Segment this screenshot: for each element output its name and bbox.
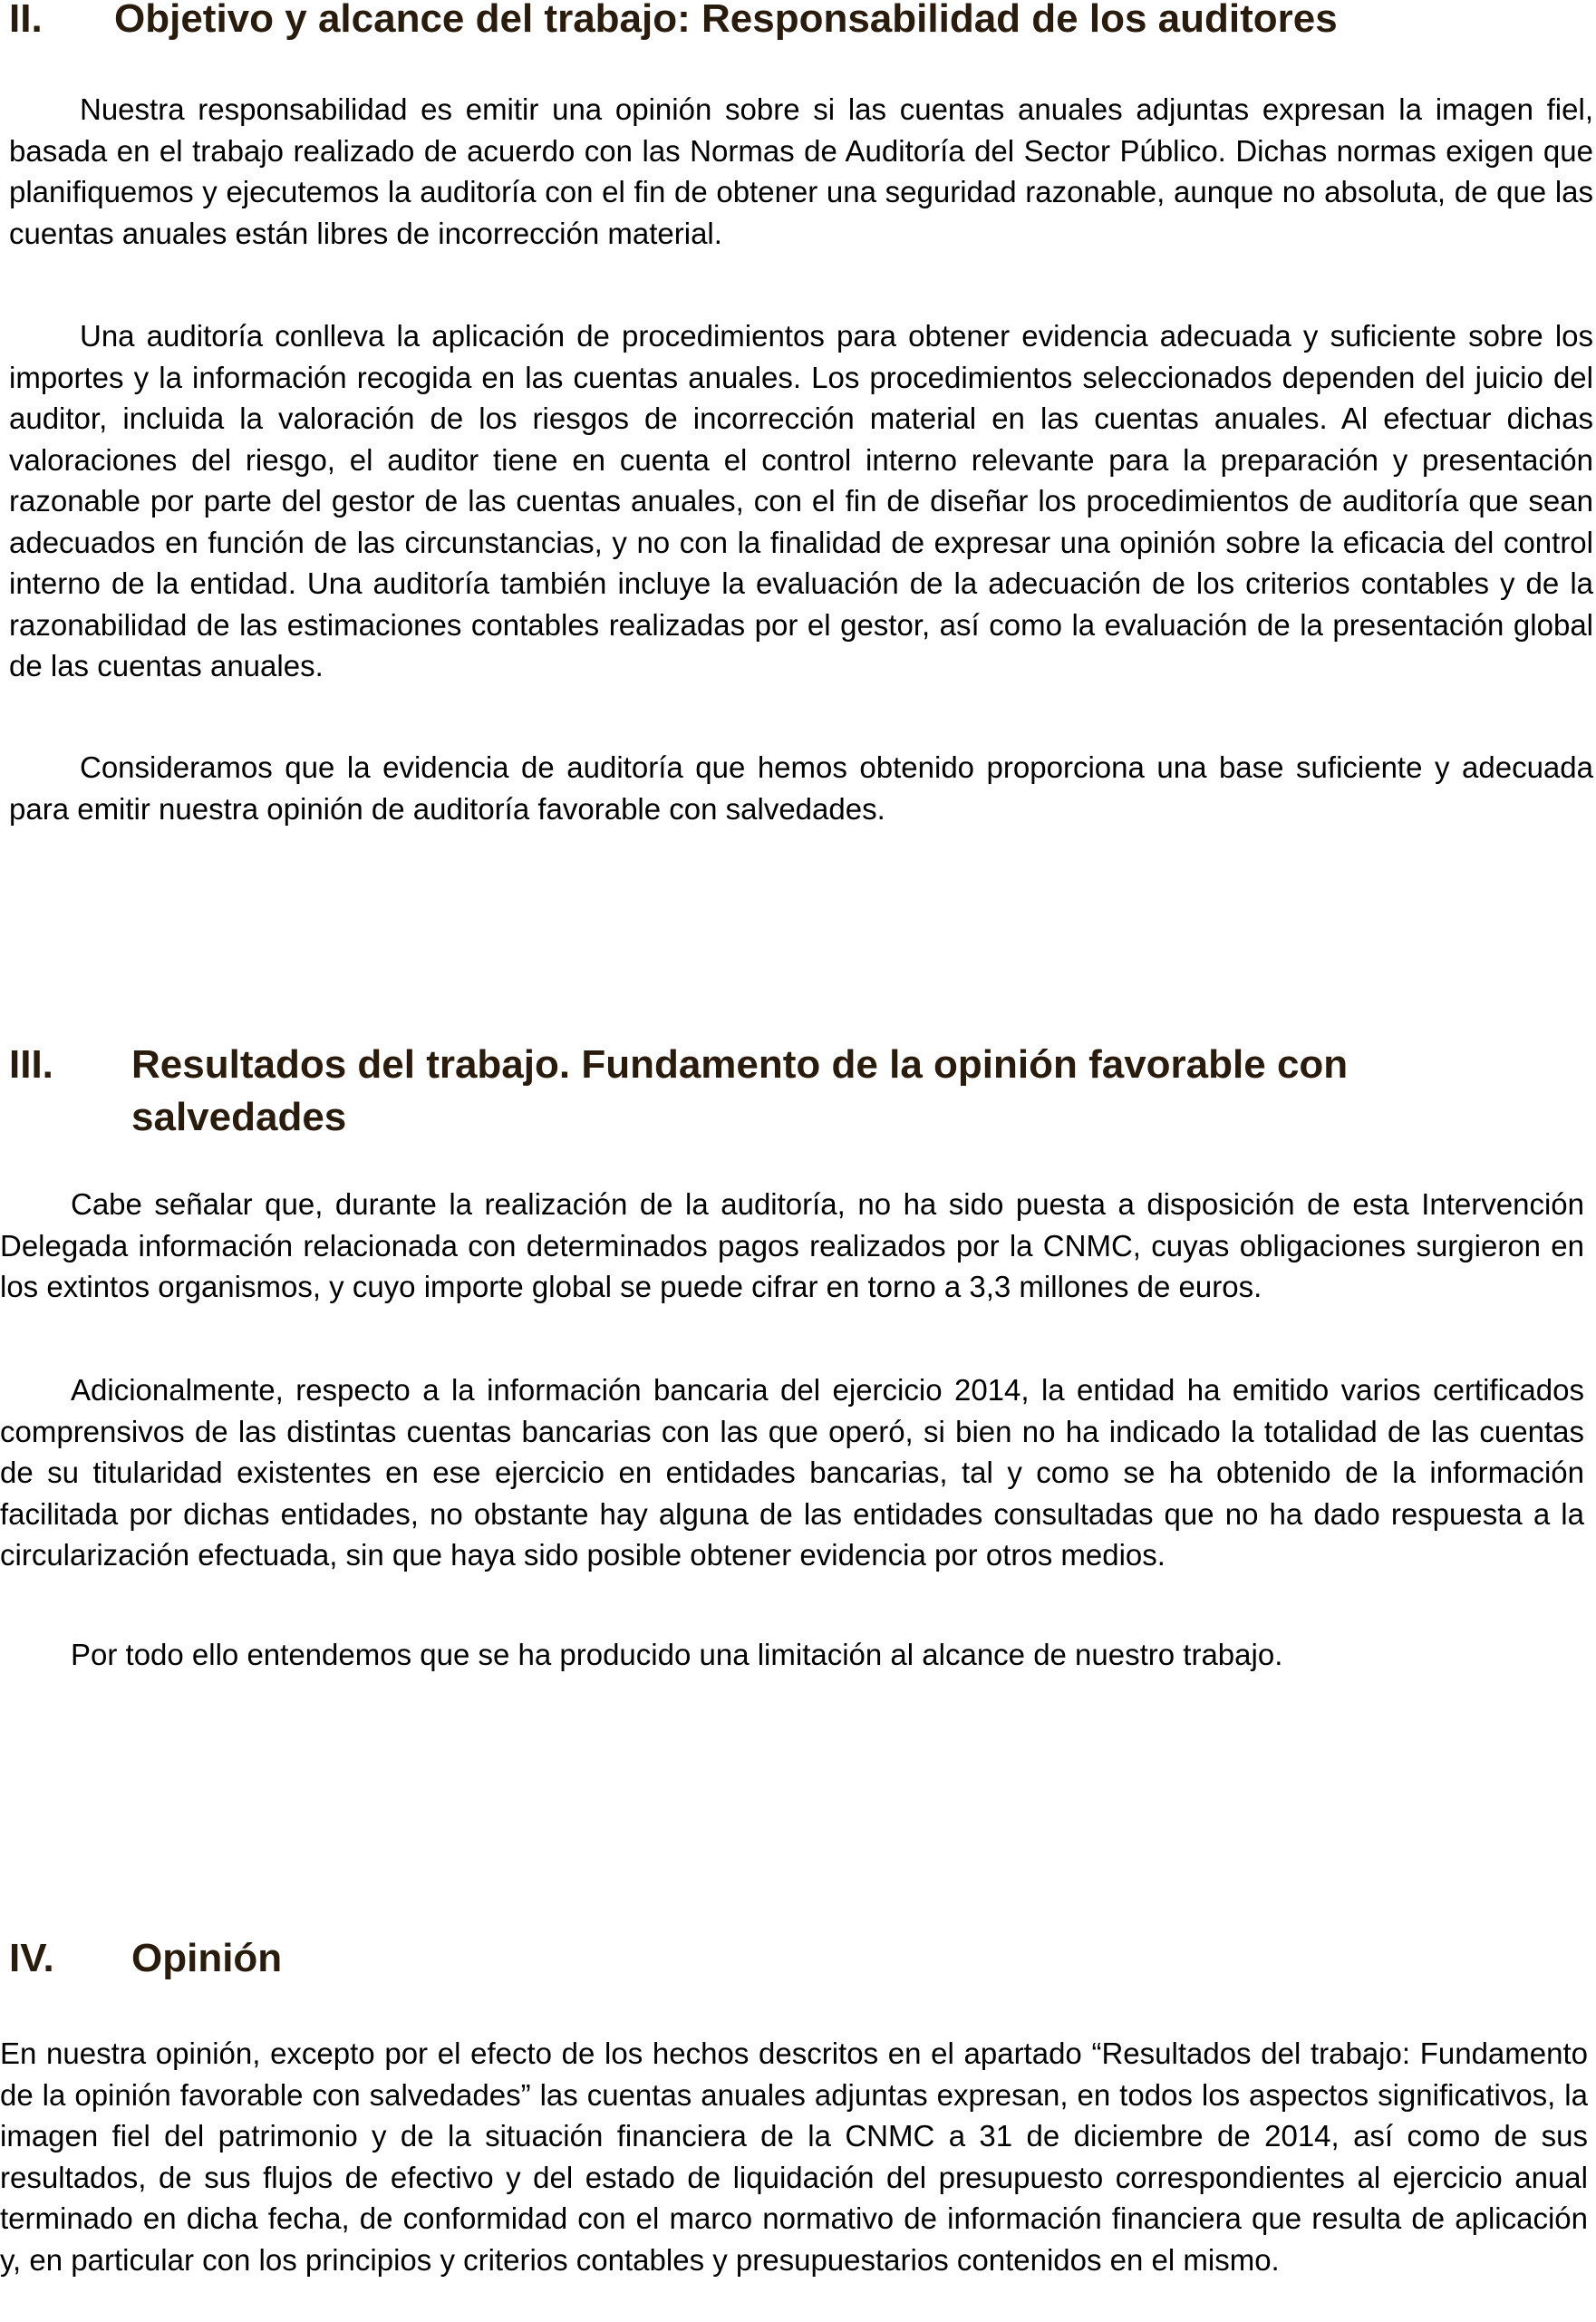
- section-title: Opinión: [131, 1936, 283, 1980]
- section-heading-opinion: [9, 1932, 1586, 1985]
- paragraph: Cabe señalar que, durante la realización de la auditoría, no ha sido puesta a disposición de esta Intervención Delegada información relacionada con determinados pagos realizados por la CNMC, cuyas obligaciones surgieron en los extintos organismos, y cuyo importe global se puede cifrar en torno a 3,3 millones de euros.: [0, 1187, 1584, 1303]
- section-number: III.: [9, 1042, 53, 1087]
- paragraph: En nuestra opinión, excepto por el efecto de los hechos descritos en el apartado “Resultados del trabajo: Fundamento de la opinión favorable con salvedades” las cuentas anuales adjuntas expresan, en todos los aspectos significativos, la imagen fiel del patrimonio y de la situación financiera de la CNMC a 31 de diciembre de 2014, así como de sus resultados, de sus flujos de efectivo y del estado de liquidación del presupuesto correspondientes al ejercicio anual terminado en dicha fecha, de conformidad con el marco normativo de información financiera que resulta de aplicación y, en particular con los principios y criterios contables y presupuestarios contenidos en el mismo.: [0, 2037, 1588, 2277]
- paragraph: Consideramos que la evidencia de auditoría que hemos obtenido proporciona una base suficiente y adecuada para emitir nuestra opinión de auditoría favorable con salvedades.: [9, 750, 1593, 826]
- section-number: IV.: [9, 1936, 54, 1980]
- section-title: Objetivo y alcance del trabajo: Responsabilidad de los auditores: [114, 0, 1338, 41]
- section-title: Resultados del trabajo. Fundamento de la opinión favorable con salvedades: [131, 1042, 1349, 1139]
- section-heading-objetivo: [9, 0, 1586, 45]
- paragraph: Adicionalmente, respecto a la información bancaria del ejercicio 2014, la entidad ha emitido varios certificados comprensivos de las distintas cuentas bancarias con las que operó, si bien no ha indicado la totalidad de las cuentas de su titularidad existentes en ese ejercicio en entidades bancarias, tal y como se ha obtenido de la información facilitada por dichas entidades, no obstante hay alguna de las entidades consultadas que no ha dado respuesta a la circularización efectuada, sin que haya sido posible obtener evidencia por otros medios.: [0, 1373, 1584, 1572]
- paragraph: Nuestra responsabilidad es emitir una opinión sobre si las cuentas anuales adjuntas expresan la imagen fiel, basada en el trabajo realizado de acuerdo con las Normas de Auditoría del Sector Público. Dichas normas exigen que planifiquemos y ejecutemos la auditoría con el fin de obtener una seguridad razonable, aunque no absoluta, de que las cuentas anuales están libres de incorrección material.: [9, 92, 1593, 250]
- section-number: II.: [9, 0, 43, 41]
- section-heading-resultados: [9, 1039, 1586, 1144]
- paragraph: Por todo ello entendemos que se ha producido una limitación al alcance de nuestro trabajo.: [71, 1638, 1283, 1671]
- paragraph: Una auditoría conlleva la aplicación de procedimientos para obtener evidencia adecuada y suficiente sobre los importes y la información recogida en las cuentas anuales. Los procedimientos seleccionados dependen del juicio del auditor, incluida la valoración de los riesgos de incorrección material en las cuentas anuales. Al efectuar dichas valoraciones del riesgo, el auditor tiene en cuenta el control interno relevante para la preparación y presentación razonable por parte del gestor de las cuentas anuales, con el fin de diseñar los procedimientos de auditoría que sean adecuados en función de las circunstancias, y no con la finalidad de expresar una opinión sobre la eficacia del control interno de la entidad. Una auditoría también incluye la evaluación de la adecuación de los criterios contables y de la razonabilidad de las estimaciones contables realizadas por el gestor, así como la evaluación de la presentación global de las cuentas anuales.: [9, 319, 1593, 682]
